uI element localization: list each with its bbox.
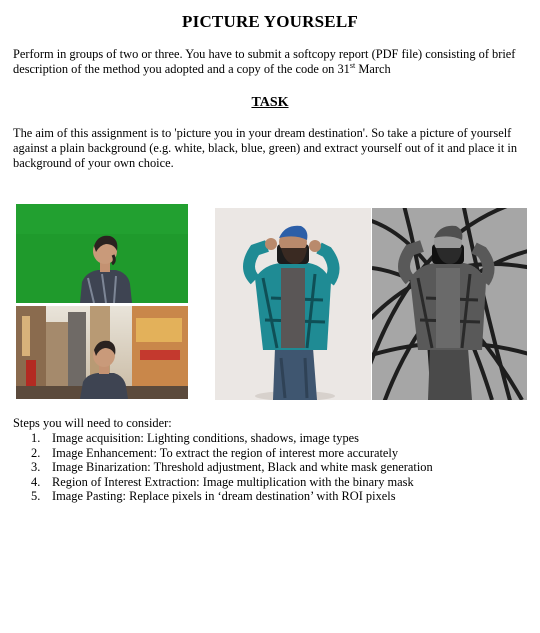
photographer-dome-photo	[372, 208, 527, 400]
step-number: 2.	[31, 445, 41, 460]
step-number: 4.	[31, 474, 41, 489]
city-street-photo	[16, 306, 188, 399]
steps-list	[13, 431, 433, 504]
date-suffix: st	[349, 60, 356, 70]
step-text: Image Pasting: Replace pixels in ‘dream destination’ with ROI pixels	[52, 489, 396, 504]
step-text: Image Enhancement: To extract the region of interest more accurately	[52, 445, 399, 460]
step-text: Region of Interest Extraction: Image multiplication with the binary mask	[52, 474, 414, 489]
step-item	[13, 460, 433, 475]
step-item	[13, 431, 433, 446]
step-number: 5.	[31, 489, 41, 504]
document-title: PICTURE YOURSELF	[182, 12, 358, 31]
step-item	[13, 489, 433, 504]
step-item	[13, 446, 433, 461]
step-text: Image acquisition: Lighting conditions, shadows, image types	[52, 431, 359, 445]
step-text: Image Binarization: Threshold adjustment, Black and white mask generation	[52, 460, 433, 475]
step-item	[13, 475, 433, 490]
intro-text: Perform in groups of two or three. You have to submit a softcopy report (PDF file) consisting of brief description of the method you adopted and a copy of the code on 31	[13, 47, 516, 76]
task-paragraph: The aim of this assignment is to 'picture you in your dream destination'. So take a picture of yourself against a plain background (e.g. white, black, blue, green) and extract yourself out of it and place it in background of your own choice.	[13, 126, 518, 170]
task-heading: TASK	[251, 95, 289, 110]
step-number: 1.	[31, 431, 41, 445]
intro-month: March	[355, 62, 391, 76]
step-number: 3.	[31, 460, 41, 475]
intro-paragraph	[13, 47, 533, 77]
steps-intro: Steps you will need to consider:	[13, 416, 172, 430]
green-screen-photo	[16, 204, 188, 303]
photographer-white-photo	[215, 208, 371, 400]
